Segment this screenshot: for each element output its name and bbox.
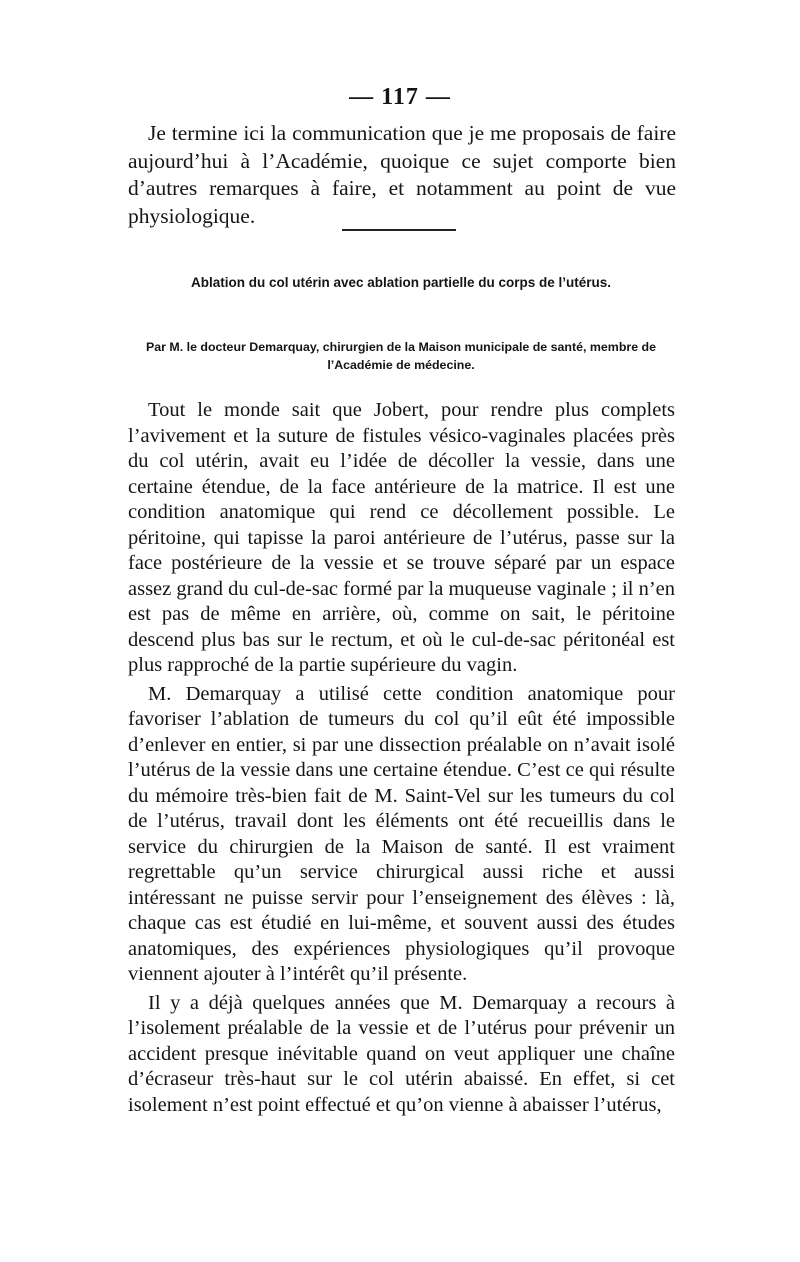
body-paragraph-2: M. Demarquay a utilisé cette condition anatomique pour favoriser l’ablation de tumeurs du col qu’il eût été impossible d’enlever en entier, si par une dissection préalable on n’avait isolé l’utérus de la vessie dans une certaine étendue. C’est ce qui résulte du mémoire très-bien fait de M. Saint-Vel sur les tumeurs du col de l’utérus, travail dont les éléments ont été recueillis dans le service du chirurgien de la Maison de santé. Il est vraiment regrettable qu’un service chirurgical aussi riche et aussi intéressant ne puisse servir pour l’enseignement des élèves : là, chaque cas est étudié en lui-même, et souvent aussi des études anatomiques, des expériences physiologiques qu’il provoque viennent ajouter à l’intérêt qu’il présente.	[128, 682, 675, 985]
body-paragraph-3: Il y a déjà quelques années que M. Demarquay a recours à l’isolement préalable de la vessie et de l’utérus pour prévenir un accident presque inévitable quand on veut appliquer une chaîne d’écraseur très-haut sur le col utérin abaissé. En effet, si cet isolement n’est point effectué et qu’on vienne à abaisser l’utérus,	[128, 991, 675, 1116]
body-paragraph-1: Tout le monde sait que Jobert, pour rendre plus complets l’avivement et la suture de fistules vésico-vaginales placées près du col utérin, avait eu l’idée de décoller la vessie, dans une certaine étendue, de la face antérieure de la matrice. Il est une condition anatomique qui rend ce décollement possible. Le péritoine, qui tapisse la paroi antérieure de l’utérus, passe sur la face postérieure de la vessie et se trouve séparé par un espace assez grand du cul-de-sac formé par la muqueuse vaginale ; il n’en est pas de même en arrière, où, comme on sait, le péritoine descend plus bas sur le rectum, et où le cul-de-sac péritonéal est plus rapproché de la partie supérieure du vagin.	[128, 399, 676, 676]
article-body	[128, 398, 675, 1121]
article-title: Ablation du col utérin avec ablation partielle du corps de l’utérus.	[190, 275, 612, 290]
section-separator	[342, 229, 456, 231]
article-byline: Par M. le docteur Demarquay, chirurgien de la Maison municipale de santé, membre de l’Académie de médecine.	[146, 340, 656, 372]
page-number: — 117 —	[349, 84, 451, 110]
intro-paragraph: Je termine ici la communication que je me proposais de faire aujourd’hui à l’Académie, quoique ce sujet comporte bien d’autres remarques à faire, et notamment au point de vue physiologique.	[128, 121, 676, 228]
